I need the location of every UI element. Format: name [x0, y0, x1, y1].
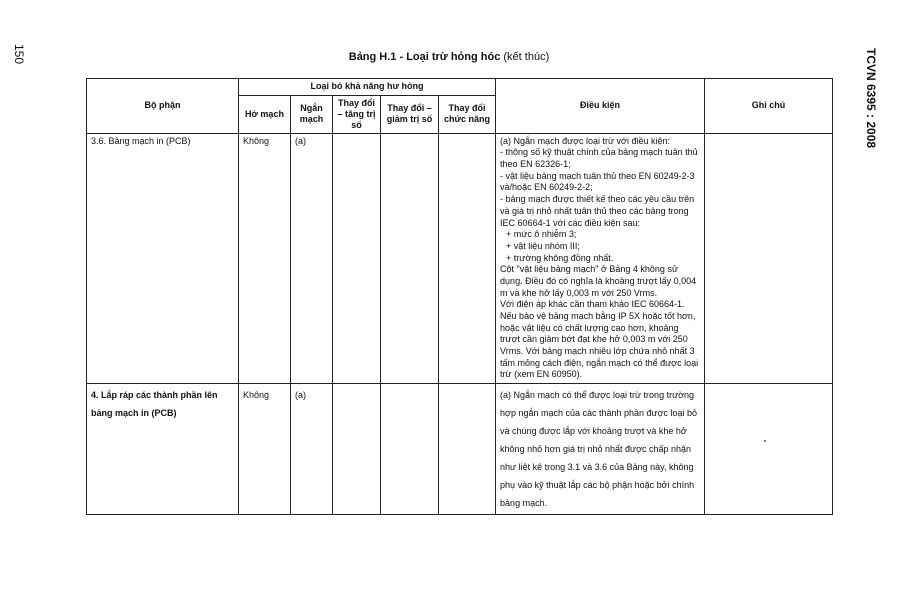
condition-line: - thông số kỹ thuật chính của bảng mạch tuân thủ theo EN 62326-1; [500, 147, 698, 170]
condition-line: + trường không đồng nhất. [506, 252, 614, 263]
header-decrease: Thay đổi – giảm trị số [381, 95, 439, 133]
header-short-circuit: Ngắn mạch [291, 95, 333, 133]
condition-line: Nếu bảo vệ bảng mạch bằng IP 5X hoặc tốt hơn, hoặc vật liệu có chất lượng cao hơn, khoảng trượt cần giảm bớt đạt khe hở 0,003 m với 250 Vrms. Với bảng mạch nhiều lớp chứa nhỏ nhất 3 tấm mỏng cách điện, ngắn mạch có thể được loại trừ (xem EN 60950). [500, 311, 699, 380]
row-conditions [496, 384, 705, 515]
row-function [439, 133, 496, 383]
condition-line: - vật liệu bảng mạch tuân thủ theo EN 60249-2-3 và/hoặc EN 60249-2-2; [500, 170, 695, 193]
row-function [439, 384, 496, 515]
header-notes: Ghi chú [705, 79, 833, 134]
row-conditions [496, 133, 705, 383]
table-row [87, 384, 833, 515]
condition-line: - bảng mạch được thiết kế theo các yêu cầu trên và giá trị nhỏ nhất tuân thủ theo các bảng trong IEC 60664-1 với các điều kiện sau: [500, 194, 695, 228]
header-open-circuit: Hở mạch [239, 95, 291, 133]
header-part: Bộ phận [87, 79, 239, 134]
row-decrease [381, 133, 439, 383]
condition-line: + mức ô nhiễm 3; [506, 229, 577, 240]
row-open: Không [239, 133, 291, 383]
table-row [87, 133, 833, 383]
header-conditions: Điều kiện [496, 79, 705, 134]
row-short: (a) [291, 133, 333, 383]
row-increase [333, 384, 381, 515]
condition-line: (a) Ngắn mạch có thể được loại trừ trong trường hợp ngắn mạch của các thành phần được loại bỏ và chúng được lắp với khoảng trượt và khe hở không nhỏ hơn giá trị nhỏ nhất được chấp nhận như liệt kê trong 3.1 và 3.6 của Bảng này, không phụ vào kỹ thuật lắp các bộ phận hoặc bởi chính bảng mạch. [500, 390, 698, 509]
row-increase [333, 133, 381, 383]
header-group: Loại bỏ khả năng hư hỏng [239, 79, 496, 96]
table-title [0, 51, 898, 63]
row-short: (a) [291, 384, 333, 515]
condition-line: Với điện áp khác cần tham khảo IEC 60664-1. [500, 299, 685, 310]
header-increase: Thay đổi – tăng trị số [333, 95, 381, 133]
table-title-suffix: (kết thúc) [503, 51, 550, 63]
row-part: 4. Lắp ráp các thành phần lên bảng mạch in (PCB) [87, 384, 239, 515]
failure-exclusion-table [86, 78, 833, 515]
header-row-1 [87, 79, 833, 96]
standard-code: TCVN 6395 : 2008 [864, 48, 878, 149]
table-title-main: Bảng H.1 - Loại trừ hỏng hóc [348, 51, 501, 63]
row-notes [705, 133, 833, 383]
condition-line: + vật liệu nhóm III; [506, 240, 580, 251]
condition-line: (a) Ngắn mạch được loại trừ với điều kiện: [500, 135, 670, 146]
page-number: 150 [12, 44, 26, 65]
row-part: 3.6. Bảng mạch in (PCB) [87, 133, 239, 383]
header-function-change: Thay đổi chức năng [439, 95, 496, 133]
row-open: Không [239, 384, 291, 515]
row-decrease [381, 384, 439, 515]
condition-line: Cột "vật liệu bảng mạch" ở Bảng 4 không sử dụng. Điều đó có nghĩa là khoảng trượt lấy 0,004 m và khe hở lấy 0,003 m với 250 Vrms. [500, 264, 697, 298]
row-notes [705, 384, 833, 515]
scan-speck [764, 440, 766, 442]
